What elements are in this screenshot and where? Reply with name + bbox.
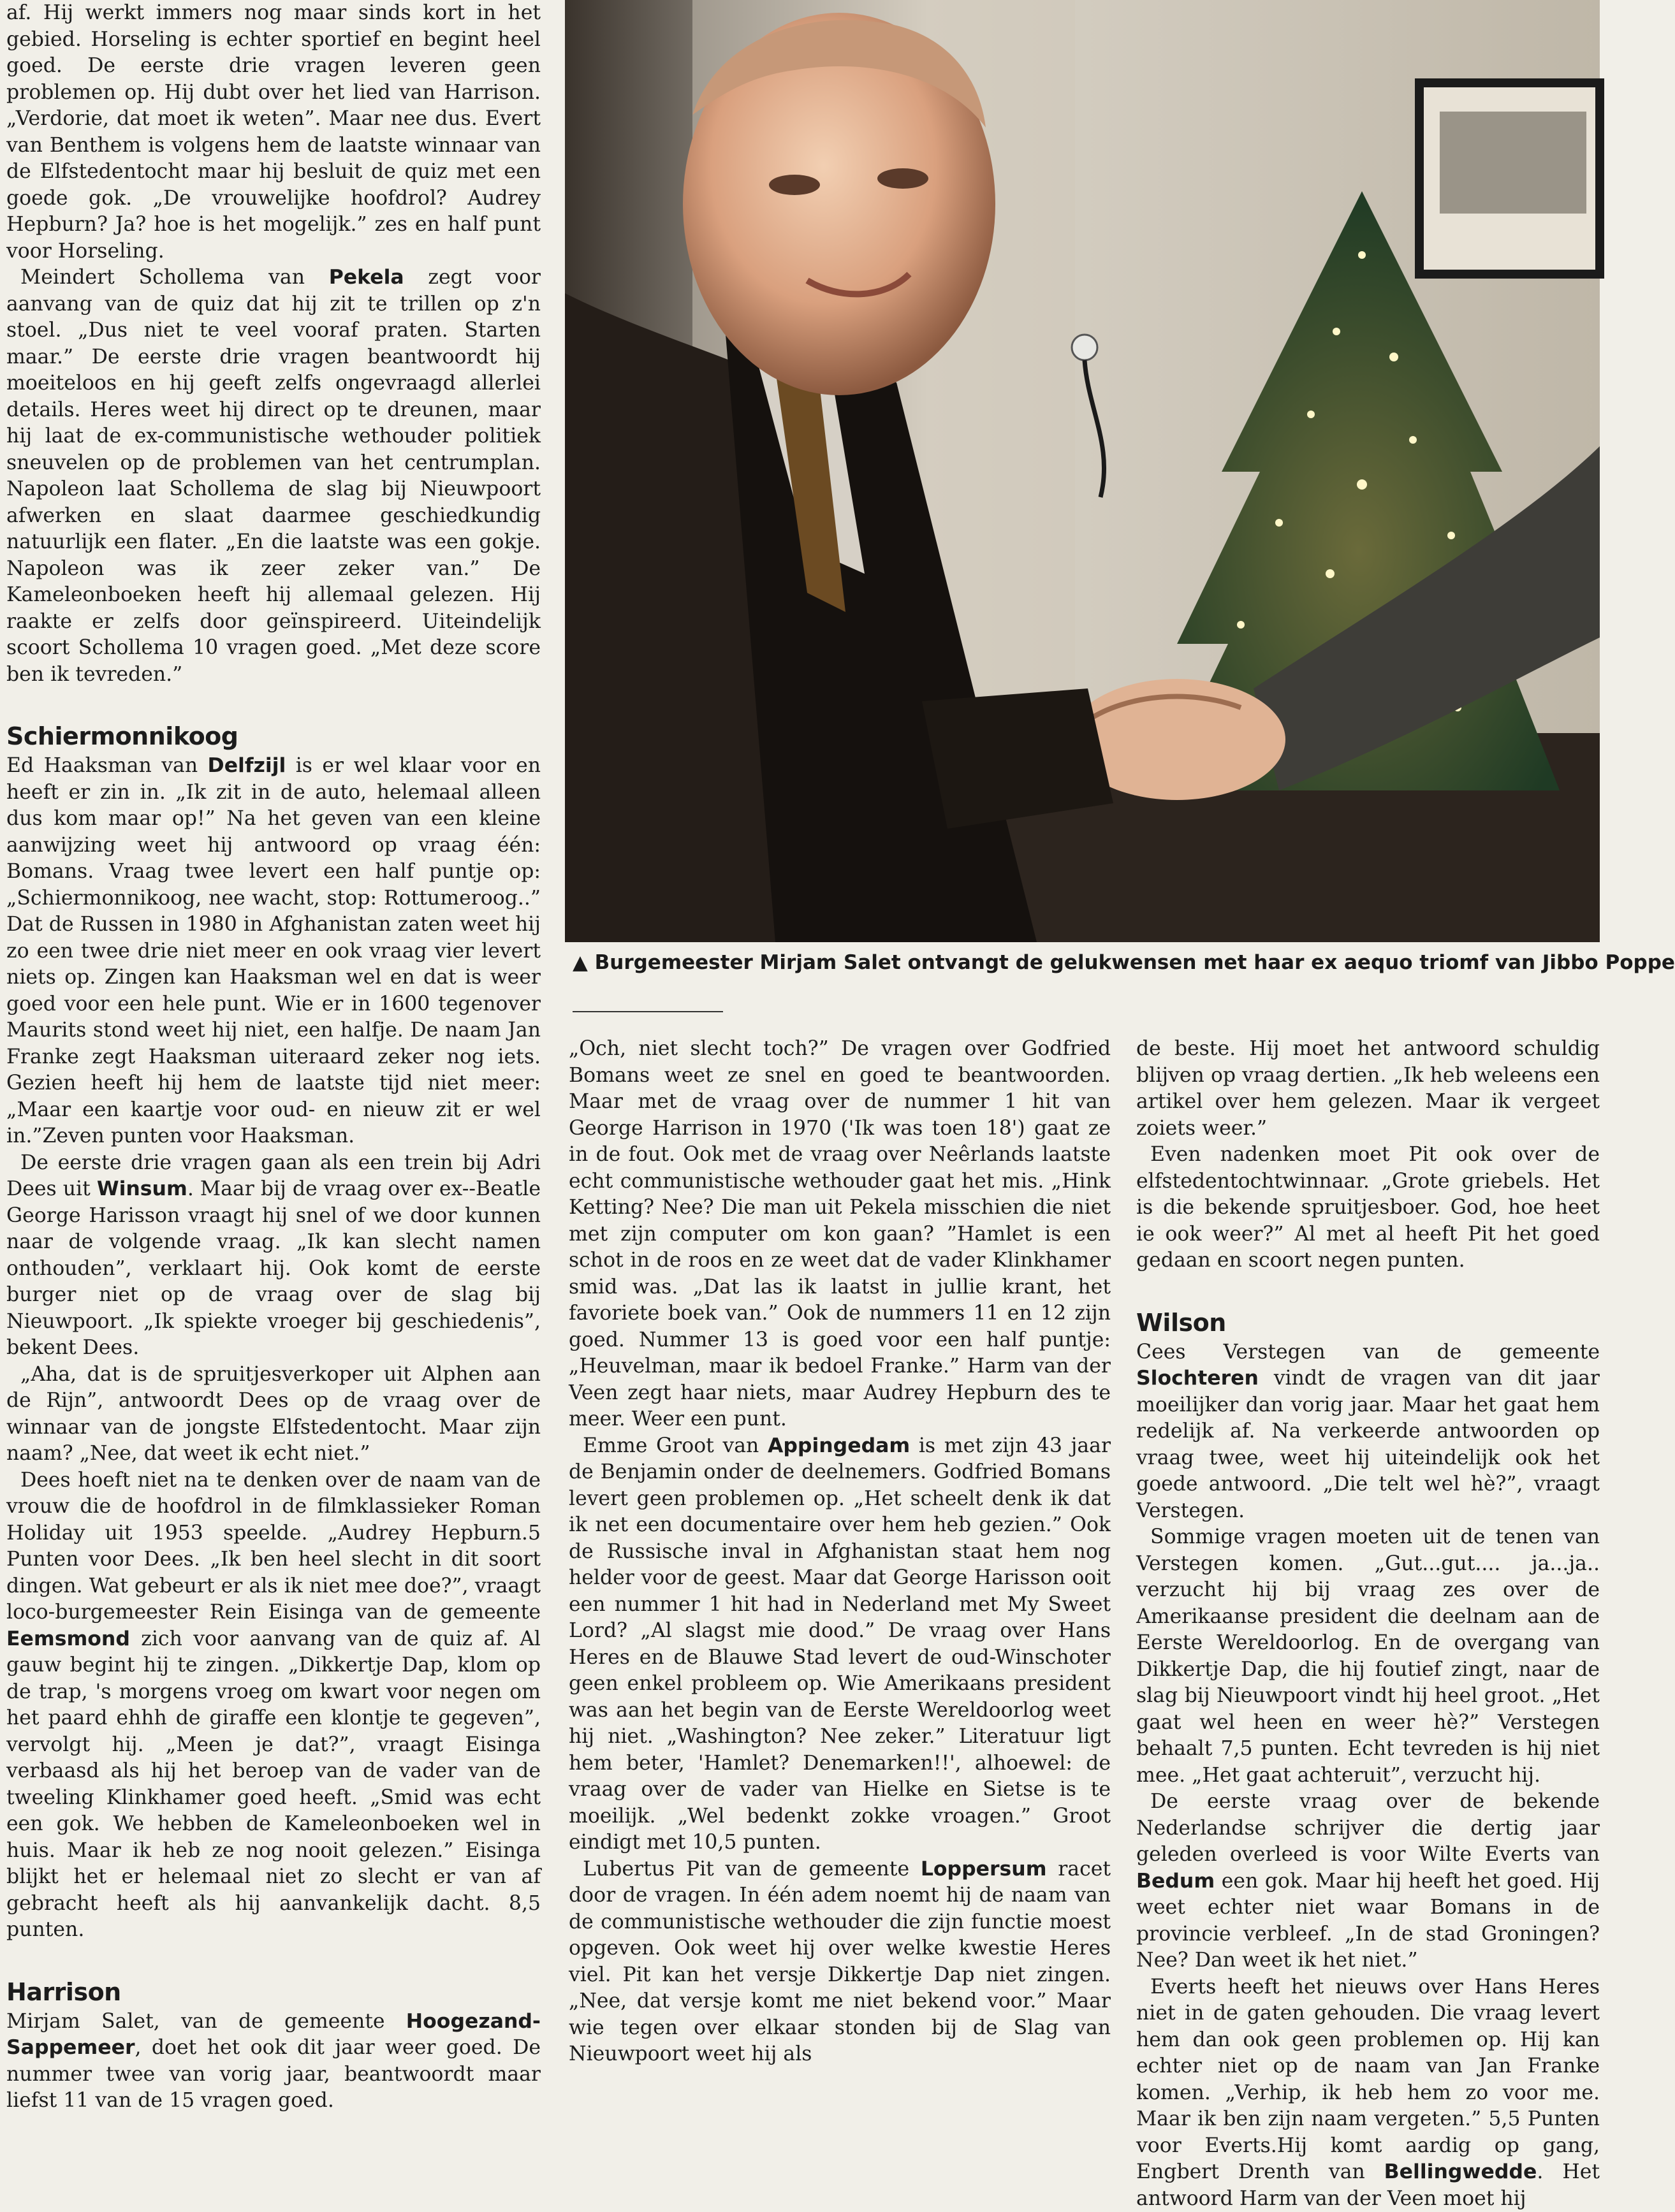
section-heading: Harrison	[6, 1976, 541, 2009]
paragraph: Meindert Schollema van Pekela zegt voor aanvang van de quiz dat hij zit te trillen op z'n stoel. „Dus niet te veel vooraf praten. Starten maar.” De eerste drie vragen beantwoordt hij moeiteloos en hij geeft zelfs ongevraagd allerlei details. Heres weet hij direct op te dreunen, maar hij laat de ex-communistische wethouder politiek sneuvelen op de problemen van het centrumplan. Napoleon laat Schollema de slag bij Nieuwpoort afwerken en slaat daarmee geschiedkundig natuurlijk een flater. „En die laatste was een gokje. Napoleon was ik zeer zeker van.” De Kameleonboeken heeft hij allemaal gelezen. Hij raakte er zelfs door geïnspireerd. Uiteindelijk scoort Schollema 10 vragen goed. „Met deze score ben ik tevreden.”	[6, 265, 541, 688]
place-name: Loppersum	[921, 1858, 1047, 1881]
place-name: Hoogezand-Sappemeer	[6, 2010, 541, 2060]
paragraph: Emme Groot van Appingedam is met zijn 43 jaar de Benjamin onder de deelnemers. Godfried Bomans levert geen problemen op. „Het scheelt denk ik dat ik net een documentaire over hem heb gezien.” Ook de Russische inval in Afghanistan staat hem nog helder voor de geest. Maar dat George Harisson ooit een nummer 1 hit had in Nederland met My Sweet Lord? „Al slagst mie dood.” De vraag over Hans Heres en de Blauwe Stad levert de oud-Winschoter geen enkel probleem op. Wie Amerikaans president was aan het begin van de Eerste Wereldoorlog weet hij niet. „Washington? Nee zeker.” Literatuur ligt hem beter, 'Hamlet? Denemarken!!', alhoewel: de vraag over de vader van Hielke en Sietse is te moeilijk. „Wel bedenkt zokke vroagen.” Groot eindigt met 10,5 punten.	[569, 1433, 1111, 1856]
paragraph: De eerste drie vragen gaan als een trein bij Adri Dees uit Winsum. Maar bij de vraag over ex--Beatle George Harisson vraagt hij snel of we door kunnen naar de volgende vraag. „Ik kan slecht namen onthouden”, verklaart hij. Ook komt de eerste burger niet op de vraag over de slag bij Nieuwpoort. „Ik spiekte vroeger bij geschiedenis”, bekent Dees.	[6, 1150, 541, 1362]
article-photo	[565, 0, 1600, 942]
paragraph: „Aha, dat is de spruitjesverkoper uit Alphen aan de Rijn”, antwoordt Dees op de vraag over de winnaar van de jongste Elfstedentocht. Maar zijn naam? „Nee, dat weet ik echt niet.”	[6, 1362, 541, 1467]
article-column-3	[1136, 1036, 1600, 2122]
place-name: Eemsmond	[6, 1627, 130, 1650]
place-name: Winsum	[97, 1177, 187, 1200]
place-name: Bellingwedde	[1384, 2160, 1537, 2183]
paragraph: Dees hoeft niet na te denken over de naam van de vrouw die de hoofdrol in de filmklassieker Roman Holiday uit 1953 speelde. „Audrey Hepburn.5 Punten voor Dees. „Ik ben heel slecht in dit soort dingen. Wat gebeurt er als ik niet mee doe?”, vraagt loco-burgemeester Rein Eisinga van de gemeente Eemsmond zich voor aanvang van de quiz af. Al gauw begint hij te zingen. „Dikkertje Dap, klom op de trap, 's morgens vroeg om kwart voor negen om het paard ehhh de giraffe een klontje te gegeven”, vervolgt hij. „Meen je dat?”, vraagt Eisinga verbaasd als hij het beroep van de vader van de tweeling Klinkhamer goed heeft. „Smid was echt een gok. We hebben de Kameleonboeken wel in huis. Maar ik heb ze nog nooit gelezen.” Eisinga blijkt het er helemaal niet zo slecht er van af gebracht heeft als hij aanvankelijk dacht. 8,5 punten.	[6, 1467, 541, 1944]
article-column-2	[569, 1036, 1111, 2122]
paragraph: Lubertus Pit van de gemeente Loppersum racet door de vragen. In één adem noemt hij de naam van de communistische wethouder die zijn functie moest opgeven. Ook weet hij over welke kwestie Heres viel. Pit kan het versje Dikkertje Dap niet zingen. „Nee, dat versje komt me niet bekend voor.” Maar wie tegen over elkaar stonden bij de Slag van Nieuwpoort weet hij als	[569, 1856, 1111, 2068]
paragraph: de beste. Hij moet het antwoord schuldig blijven op vraag dertien. „Ik heb weleens een artikel over hem gelezen. Maar ik vergeet zoiets weer.”	[1136, 1036, 1600, 1142]
paragraph: De eerste vraag over de bekende Nederlandse schrijver die dertig jaar geleden overleed is voor Wilte Everts van Bedum een gok. Maar hij heeft het goed. Hij weet echter niet waar Bomans in de provincie verbleef. „In de stad Groningen? Nee? Dan weet ik het niet.”	[1136, 1789, 1600, 1974]
paragraph: Ed Haaksman van Delfzijl is er wel klaar voor en heeft er zin in. „Ik zit in de auto, helemaal alleen dus kom maar op!” Na het geven van een kleine aanwijzing weet hij antwoord op vraag één: Bomans. Vraag twee levert een half puntje op: „Schiermonnikoog, nee wacht, stop: Rottumeroog..” Dat de Russen in 1980 in Afghanistan zaten weet hij zo een twee drie niet meer en ook vraag vier levert niets op. Zingen kan Haaksman wel en dat is weer goed voor een hele punt. Wie er in 1600 tegenover Maurits stond weet hij niet, een halfje. De naam Jan Franke zegt Haaksman uiteraard zeker nog iets. Gezien heeft hij hem de laatste tijd niet meer: „Maar een kaartje voor oud- en nieuw zit er wel in.”Zeven punten voor Haaksman.	[6, 753, 541, 1150]
paragraph: Cees Verstegen van de gemeente Slochteren vindt de vragen van dit jaar moeilijker dan vorig jaar. Maar het gaat hem redelijk af. Na verkeerde antwoorden op vraag twee, weet hij uiteindelijk ook het goede antwoord. „Die telt wel hè?”, vraagt Verstegen.	[1136, 1339, 1600, 1525]
paragraph: Sommige vragen moeten uit de tenen van Verstegen komen. „Gut...gut.... ja...ja.. verzucht hij bij vraag zes over de Amerikaanse president die deelnam aan de Eerste Wereldoorlog. En de overgang van Dikkertje Dap, die hij foutief zingt, naar de slag bij Nieuwpoort vindt hij heel groot. „Het gaat wel heen en weer hè?” Verstegen behaalt 7,5 punten. Echt tevreden is hij niet mee. „Het gaat achteruit”, verzucht hij.	[1136, 1524, 1600, 1789]
paragraph: Even nadenken moet Pit ook over de elfstedentochtwinnaar. „Grote griebels. Het is die bekende spruitjesboer. God, hoe heet ie ook weer?” Al met al heeft Pit het goed gedaan en scoort negen punten.	[1136, 1142, 1600, 1274]
section-heading: Schiermonnikoog	[6, 720, 541, 753]
paragraph: Mirjam Salet, van de gemeente Hoogezand-Sappemeer, doet het ook dit jaar weer goed. De nummer twee van vorig jaar, beantwoordt maar liefst 11 van de 15 vragen goed.	[6, 2009, 541, 2114]
article-column-1	[6, 0, 541, 2122]
divider	[573, 1011, 723, 1012]
paragraph: „Och, niet slecht toch?” De vragen over Godfried Bomans weet ze snel en goed te beantwoorden. Maar met de vraag over de nummer 1 hit van George Harrison in 1970 ('Ik was toen 18') gaat ze in de fout. Ook met de vraag over Neêrlands laatste echt communistische wethouder gaat het mis. „Hink Ketting? Nee? Die man uit Pekela misschien die niet met zijn computer om kon gaan? ”Hamlet is een schot in de roos en ze weet dat de vader Klinkhamer smid was. „Dat las ik laatst in jullie krant, het favoriete boek van.” Ook de nummers 11 en 12 zijn goed. Nummer 13 is goed voor een half puntje: „Heuvelman, maar ik bedoel Franke.” Harm van der Veen zegt haar niets, maar Audrey Hepburn des te meer. Weer een punt.	[569, 1036, 1111, 1433]
paragraph: af. Hij werkt immers nog maar sinds kort in het gebied. Horseling is echter sportief en begint heel goed. De eerste drie vragen leveren geen problemen op. Hij dubt over het lied van Harrison. „Verdorie, dat moet ik weten”. Maar nee dus. Evert van Benthem is volgens hem de laatste winnaar van de Elfstedentocht maar hij besluit de quiz met een goede gok. „De vrouwelijke hoofdrol? Audrey Hepburn? Ja? hoe is het mogelijk.” zes en half punt voor Horseling.	[6, 0, 541, 265]
place-name: Slochteren	[1136, 1367, 1259, 1390]
section-heading: Wilson	[1136, 1306, 1600, 1339]
place-name: Appingedam	[768, 1434, 910, 1457]
paragraph: Everts heeft het nieuws over Hans Heres niet in de gaten gehouden. Die vraag levert hem dan ook geen problemen op. Hij kan echter niet op de naam van Jan Franke komen. „Verhip, ik heb hem zo voor me. Maar ik ben zijn naam vergeten.” 5,5 Punten voor Everts.Hij komt aardig op gang, Engbert Drenth van Bellingwedde. Het antwoord Harm van der Veen moet hij	[1136, 1974, 1600, 2212]
photo-caption: ▲ Burgemeester Mirjam Salet ontvangt de gelukwensen met haar ex aequo triomf van Jibbo Poppe	[573, 949, 1600, 977]
place-name: Bedum	[1136, 1870, 1215, 1893]
place-name: Delfzijl	[208, 754, 286, 777]
place-name: Pekela	[329, 266, 404, 289]
photo-illustration	[565, 0, 1600, 942]
